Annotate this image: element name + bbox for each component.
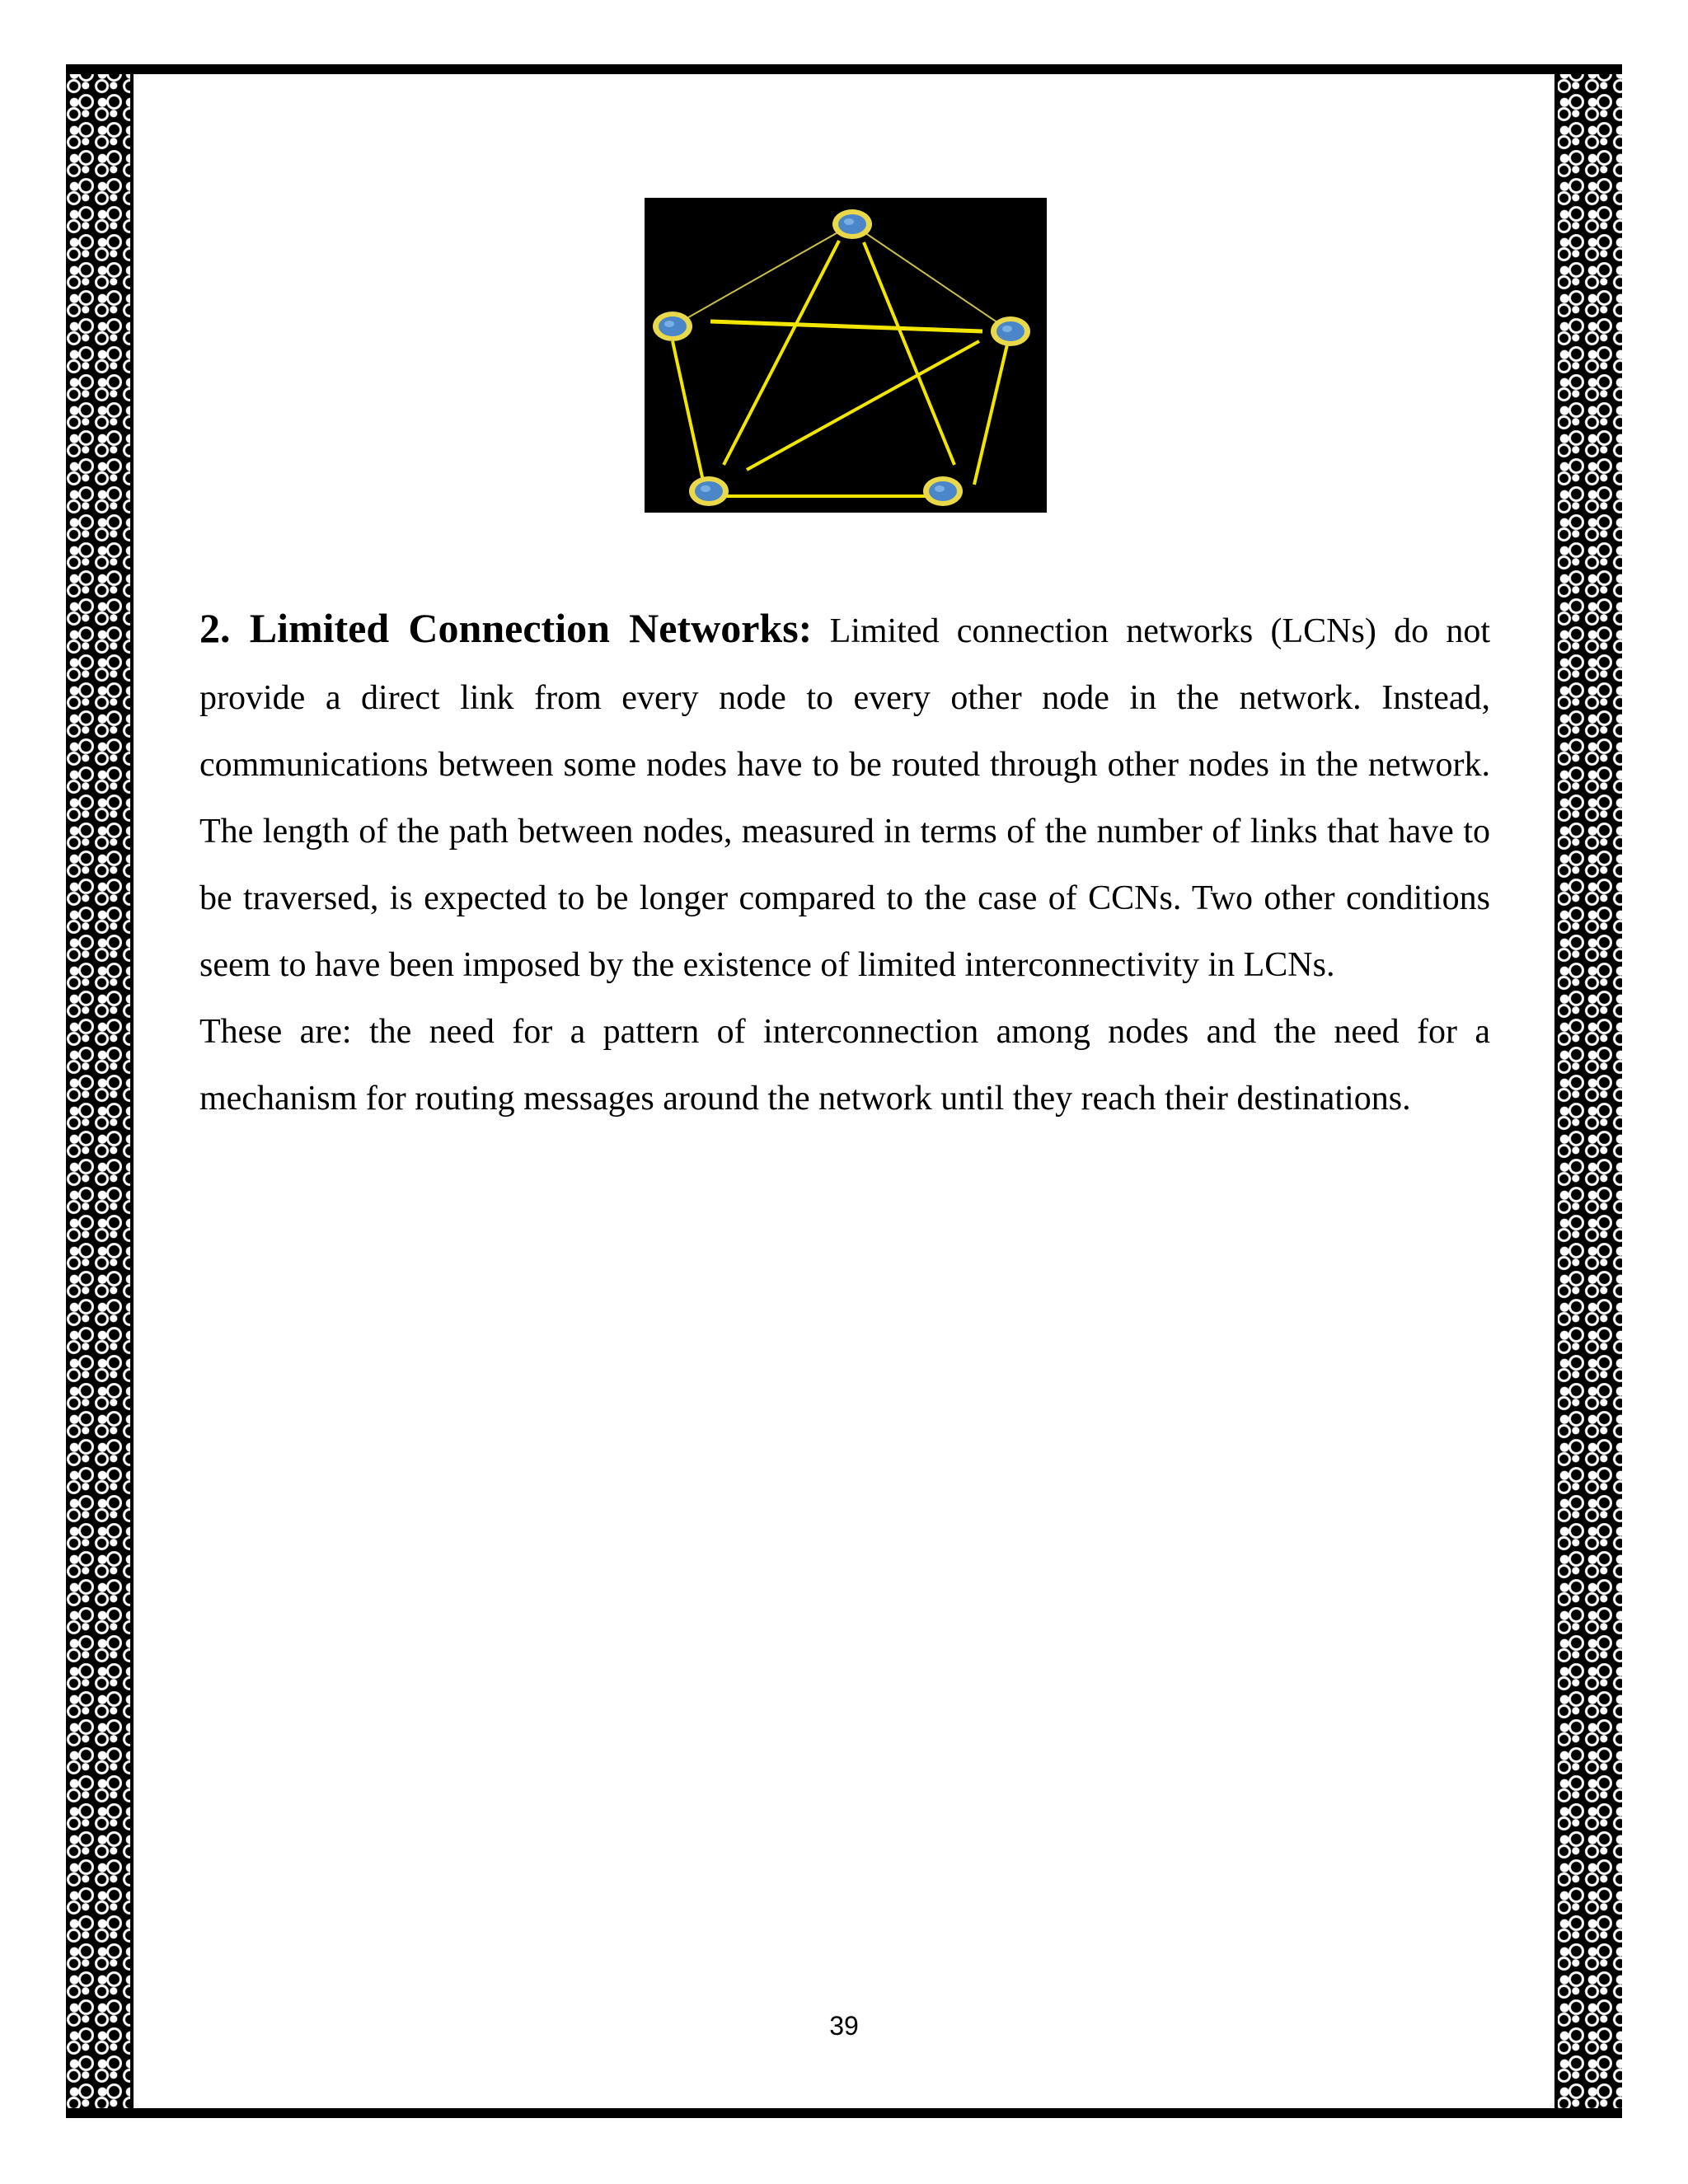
node-right (991, 316, 1030, 346)
node-bottom-right (923, 476, 963, 506)
decorative-border-right (1556, 66, 1622, 2118)
node-left (653, 312, 692, 341)
edge-top-bottomright (864, 242, 954, 465)
edge-right-bottomright (974, 344, 1007, 485)
border-top (66, 64, 1622, 74)
paragraph-1-text: Limited connection networks (LCNs) do not provide a direct link from every node to every other node in the network. Instead, communications between some nodes have to be routed through other nodes in the network. The length of the path between nodes, measured in terms of the number of links that have to be traversed, is expected to be longer compared to the case of CCNs. Two other conditions seem to have been imposed by the existence of limited interconnectivity in LCNs. (199, 612, 1490, 984)
edge-top-left (673, 224, 852, 326)
border-bottom (66, 2108, 1622, 2118)
network-figure (645, 198, 1047, 513)
paragraph-lcn-definition (199, 595, 1490, 999)
paragraph-lcn-conditions: These are: the need for a pattern of interconnection among nodes and the need for a mechanism for routing messages around the network until they reach their destinations. (199, 1013, 1490, 1118)
node-top (832, 209, 872, 239)
decorative-border-left (66, 66, 132, 2118)
network-diagram (645, 198, 1047, 513)
edge-top-right (852, 224, 1010, 331)
section-heading: 2. Limited Connection Networks: (199, 605, 813, 651)
edge-left-right (710, 321, 982, 331)
edge-top-bottomleft (724, 241, 839, 465)
edge-right-bottomleft (747, 341, 979, 470)
node-bottom-left (689, 476, 729, 506)
border-inner-line-right (1554, 73, 1558, 2110)
section-content (199, 595, 1490, 1132)
page-number: 39 (829, 2011, 859, 2041)
edge-left-bottomleft (673, 341, 704, 485)
border-inner-line-left (130, 73, 134, 2110)
